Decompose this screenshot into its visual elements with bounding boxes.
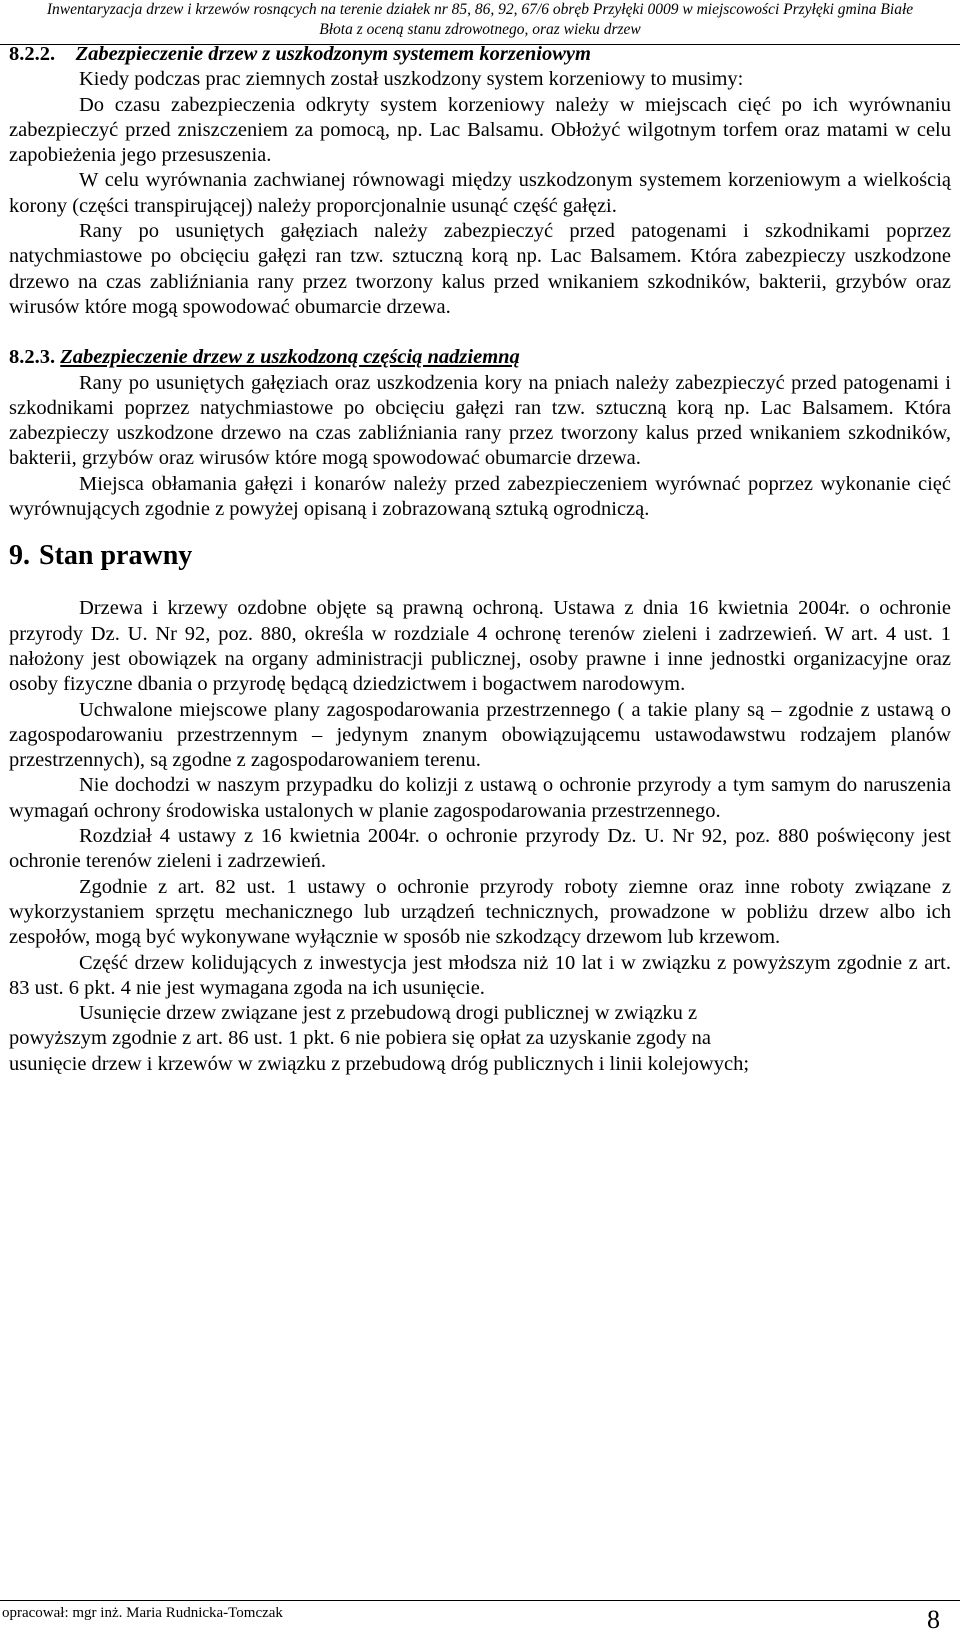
paragraph: Miejsca obłamania gałęzi i konarów należy przed zabezpieczeniem wyrównać poprzez wykonanie cięć wyrównujących zgodnie z powyżej opisaną i zobrazowaną sztuką ogrodniczą. xyxy=(9,472,951,521)
paragraph: Rany po usuniętych gałęziach oraz uszkodzenia kory na pniach należy zabezpieczyć przed patogenami i szkodnikami poprzez natychmiastowe po obcięciu gałęzi ran tzw. sztuczną korą np. Lac Balsamem. Która zabezpieczy uszkodzone drzewo na czas zabliźniania rany przez tworzony kalus przed wnikaniem szkodników, bakterii, grzybów oraz wirusów które mogą spowodować obumarcie drzewa. xyxy=(9,371,951,470)
section-number: 8.2.2. xyxy=(9,43,56,65)
page-number: 8 xyxy=(927,1605,940,1634)
section-title: Stan prawny xyxy=(39,540,193,572)
paragraph xyxy=(9,1001,951,1077)
header-line-2: Błota z oceną stanu zdrowotnego, oraz wieku drzew xyxy=(319,21,641,38)
paragraph: Uchwalone miejscowe plany zagospodarowania przestrzennego ( a takie plany są – zgodnie z ustawą o zagospodarowaniu przestrzennym – jedynym znanym obowiązującemu ustawodawstwu rodzajem planów przestrzennych), są zgodne z zagospodarowaniem terenu. xyxy=(9,698,951,772)
paragraph: Nie dochodzi w naszym przypadku do kolizji z ustawą o ochronie przyrody a tym samym do naruszenia wymagań ochrony środowiska ustalonych w planie zagospodarowania przestrzennego. xyxy=(9,774,951,822)
section-title: Zabezpieczenie drzew z uszkodzonym systemem korzeniowym xyxy=(75,43,591,65)
section-number: 8.2.3. xyxy=(9,346,56,369)
paragraph: W celu wyrównania zachwianej równowagi między uszkodzonym systemem korzeniowym a wielkością korony (części transpirującej) należy proporcjonalnie usunąć część gałęzi. xyxy=(9,169,951,217)
paragraph: Rozdział 4 ustawy z 16 kwietnia 2004r. o ochronie przyrody Dz. U. Nr 92, poz. 880 poświęcony jest ochronie terenów zieleni i zadrzewień. xyxy=(9,825,951,873)
paragraph: Zgodnie z art. 82 ust. 1 ustawy o ochronie przyrody roboty ziemne oraz inne roboty związane z wykorzystaniem sprzętu mechanicznego lub urządzeń technicznych, prowadzone w pobliżu drzew albo ich zespołów, mogą być wykonywane wyłącznie w sposób nie szkodzący drzewom lub krzewom. xyxy=(9,875,951,949)
section-title: Zabezpieczenie drzew z uszkodzoną częścią nadziemną xyxy=(60,346,520,369)
paragraph: Kiedy podczas prac ziemnych został uszkodzony system korzeniowy to musimy: xyxy=(79,68,744,91)
section-number: 9. xyxy=(9,540,30,572)
footer-divider xyxy=(0,1600,960,1601)
paragraph: Drzewa i krzewy ozdobne objęte są prawną ochroną. Ustawa z dnia 16 kwietnia 2004r. o ochronie przyrody Dz. U. Nr 92, poz. 880, określa w rozdziale 4 ochronę terenów zieleni i zadrzewień. W art. 4 ust. 1 nałożony jest obowiązek na organy administracji publicznej, osoby prawne i inne jednostki organizacyjne oraz osoby fizyczne dbania o przyrodę będącą dziedzictwem i bogactwem narodowym. xyxy=(9,597,951,696)
paragraph-line: powyższym zgodnie z art. 86 ust. 1 pkt. 6 nie pobiera się opłat za uzyskanie zgody na xyxy=(9,1027,711,1050)
header-line-1: Inwentaryzacja drzew i krzewów rosnących na terenie działek nr 85, 86, 92, 67/6 obręb Przyłęki 0009 w miejscowości Przyłęki gmina Białe xyxy=(46,1,914,18)
paragraph: Rany po usuniętych gałęziach należy zabezpieczyć przed patogenami i szkodnikami poprzez natychmiastowe po obcięciu gałęzi ran tzw. sztuczną korą np. Lac Balsamem. Która zabezpieczy uszkodzone drzewo na czas zabliźniania rany przez tworzony kalus przed wnikaniem szkodników, bakterii, grzybów oraz wirusów które mogą spowodować obumarcie drzewa. xyxy=(9,220,951,318)
section-heading-8-2-3 xyxy=(9,345,951,370)
paragraph: Do czasu zabezpieczenia odkryty system korzeniowy należy w miejscach cięć po ich wyrównaniu zabezpieczyć przed zniszczeniem za pomocą, np. Lac Balsamu. Obłożyć wilgotnym torfem oraz matami w celu zapobieżenia jego przesuszenia. xyxy=(9,93,951,167)
footer-author: opracował: mgr inż. Maria Rudnicka-Tomczak xyxy=(2,1605,283,1621)
section-heading-8-2-2 xyxy=(9,42,951,67)
page-header xyxy=(0,0,960,40)
section-heading-9 xyxy=(9,539,951,573)
paragraph-line: Usunięcie drzew związane jest z przebudową drogi publicznej w związku z xyxy=(79,1002,698,1025)
document-body xyxy=(9,42,951,1077)
paragraph-line: usunięcie drzew i krzewów w związku z przebudową dróg publicznych i linii kolejowych; xyxy=(9,1052,750,1075)
paragraph: Część drzew kolidujących z inwestycja jest młodsza niż 10 lat i w związku z powyższym zgodnie z art. 83 ust. 6 pkt. 4 nie jest wymagana zgoda na ich usunięcie. xyxy=(9,951,951,999)
